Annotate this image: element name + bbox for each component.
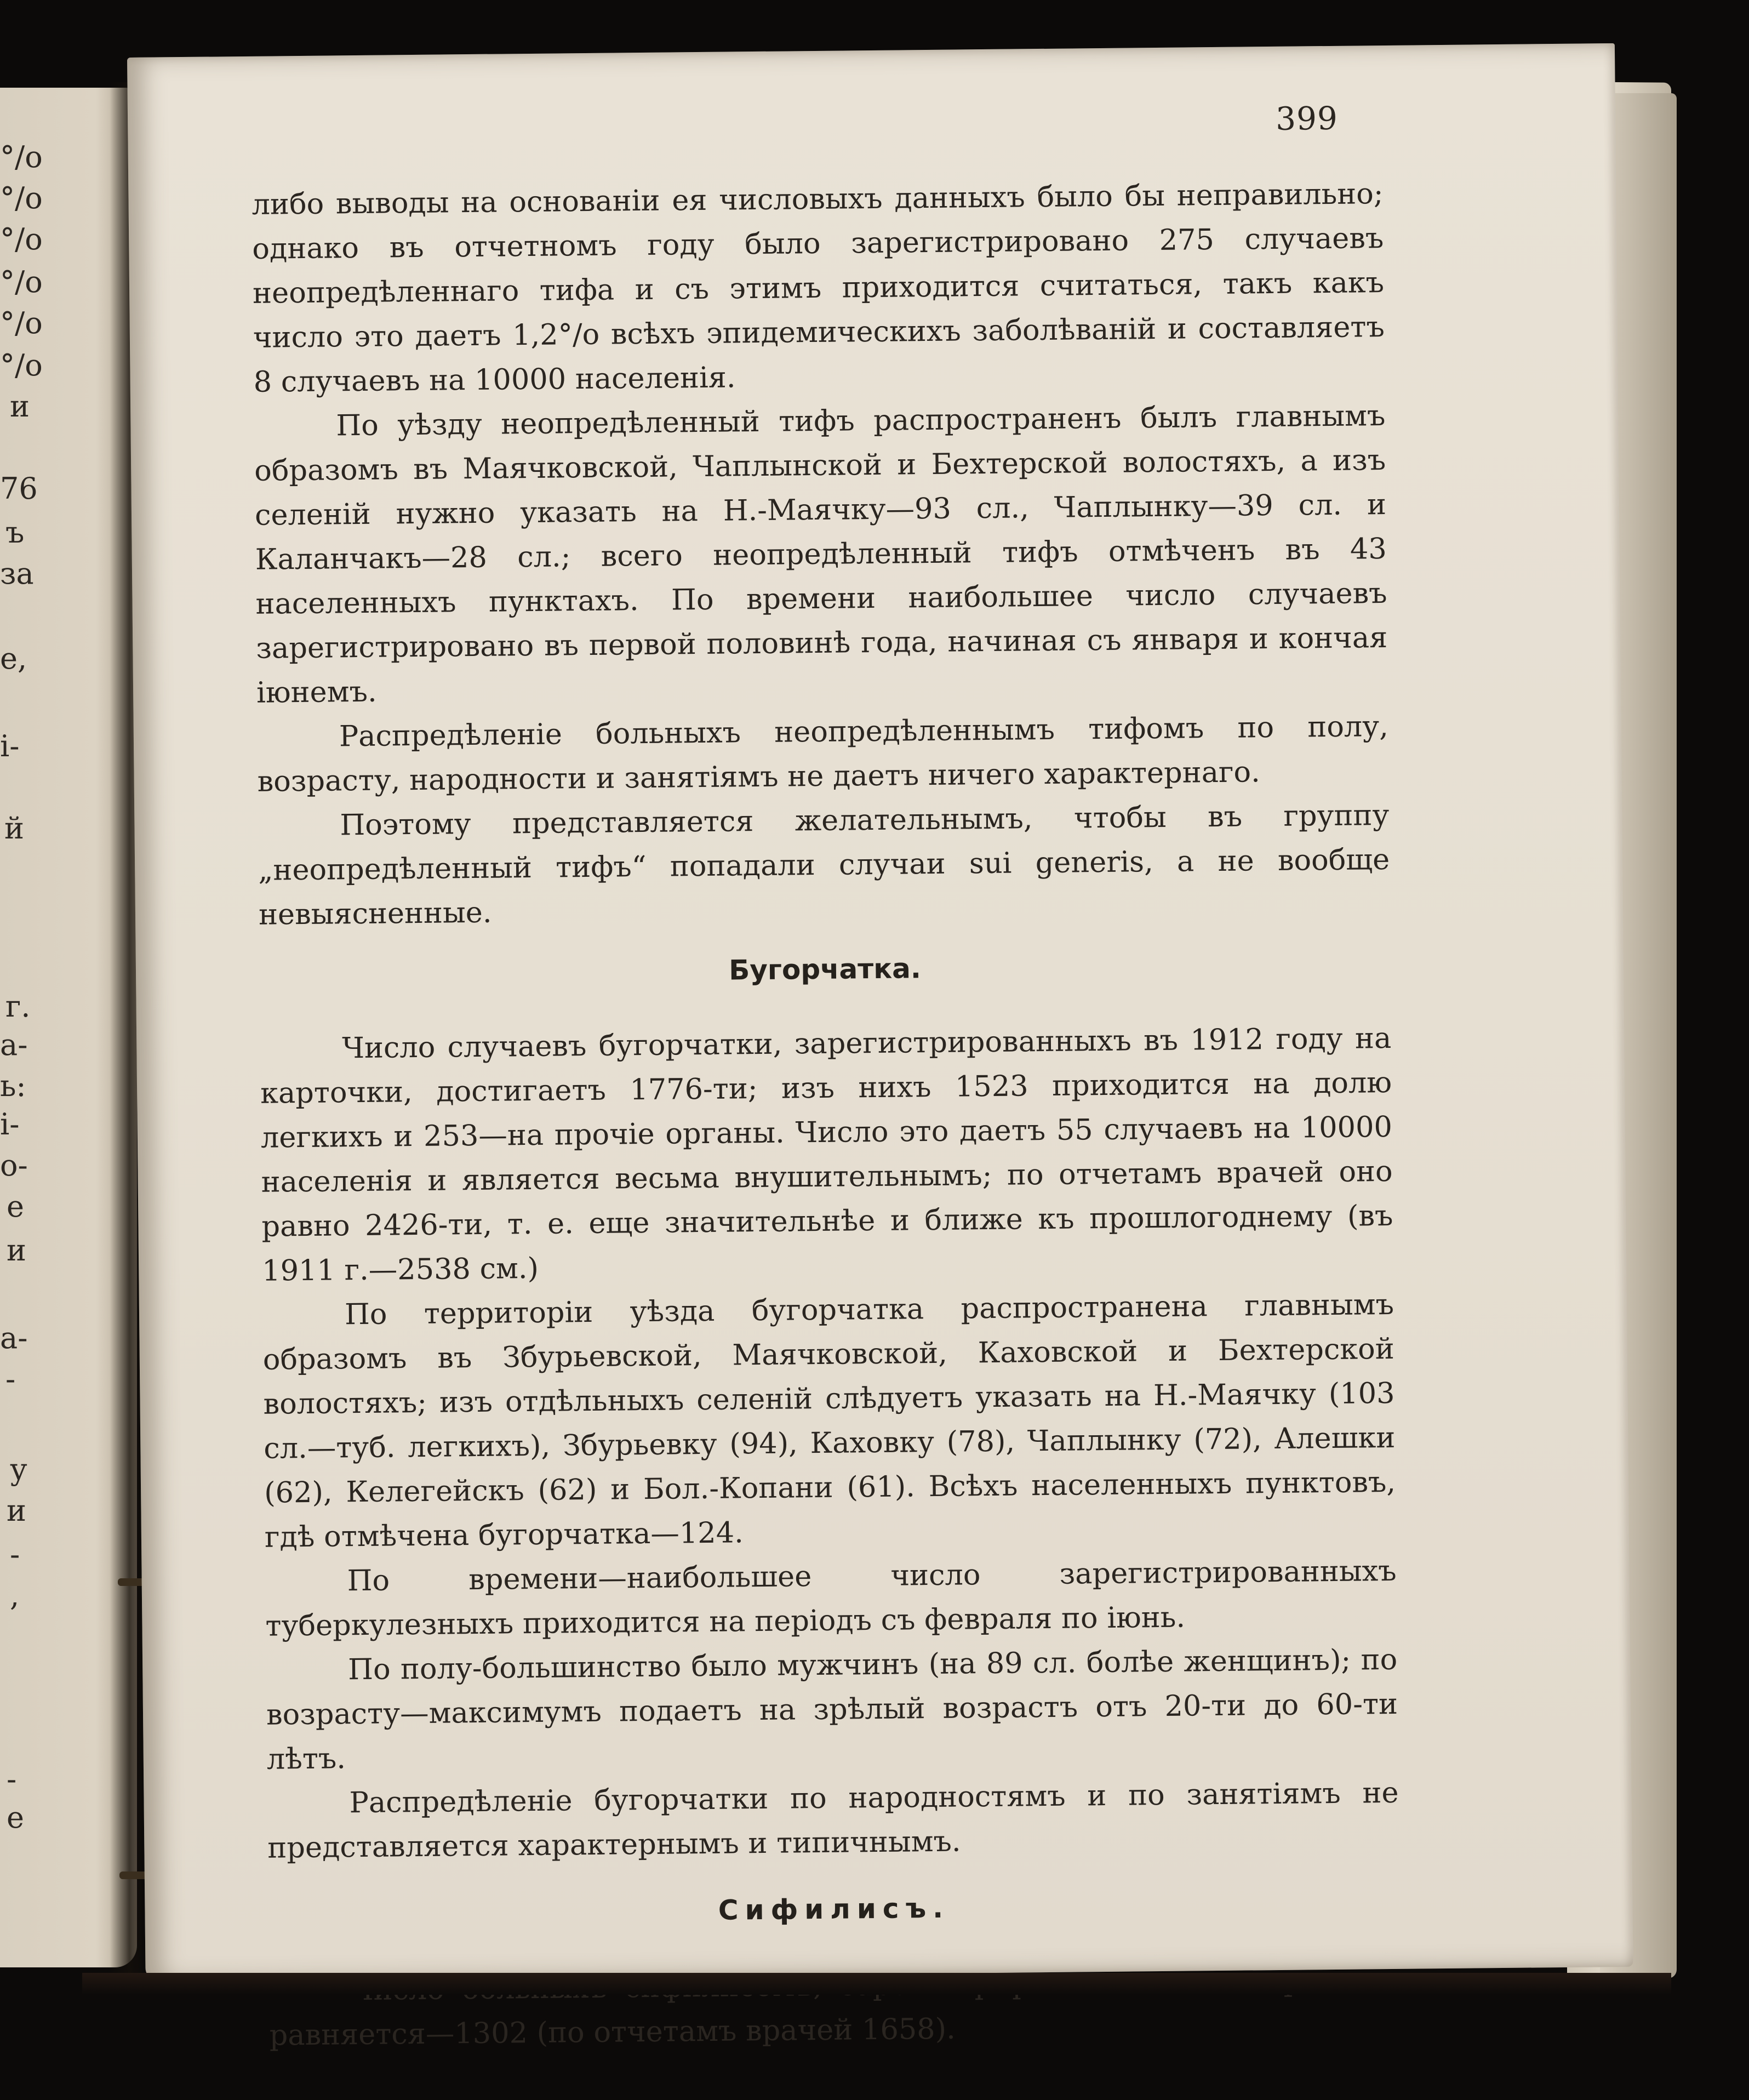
facing-page-text-fragment: - bbox=[10, 1537, 20, 1572]
paragraph: По уѣзду неопредѣленный тифъ распространенъ былъ главнымъ образомъ въ Маячковской, Чаплынской и Бехтерской волостяхъ, а изъ селеній нужно указать на Н.-Маячку—93 сл., Чаплынку—39 сл. и Каланчакъ—28 сл.; всего неопредѣленный тифъ отмѣченъ въ 43 населенныхъ пунктахъ. По времени наибольшее число случаевъ зарегистрировано въ первой половинѣ года, начиная съ января и кончая іюнемъ. bbox=[254, 398, 1388, 710]
facing-page-text-fragment: е bbox=[7, 1800, 24, 1835]
paragraph: либо выводы на основаніи ея числовыхъ данныхъ было бы неправильно; однако въ отчетномъ году было зарегистрировано 275 случаевъ неопредѣленнаго тифа и съ этимъ приходится считаться, такъ какъ число это даетъ 1,2°/o всѣхъ эпидемическихъ заболѣваній и составляетъ 8 случаевъ на 10000 населенія. bbox=[252, 177, 1385, 399]
paragraph: По полу-большинство было мужчинъ (на 89 сл. болѣе женщинъ); по возрасту—максимумъ подаетъ на зрѣлый возрастъ отъ 20-ти до 60-ти лѣтъ. bbox=[266, 1642, 1398, 1776]
paragraph: равняется—1302 (по отчетамъ врачей 1658). bbox=[269, 2012, 956, 2052]
facing-page-text-fragment: е bbox=[7, 1189, 24, 1224]
facing-page-text-fragment: й bbox=[4, 811, 24, 846]
page-number: 399 bbox=[1275, 99, 1339, 138]
facing-page-text-fragment: за bbox=[0, 556, 34, 591]
facing-page-text-fragment: - bbox=[5, 1362, 16, 1396]
facing-page-text-fragment: °/o bbox=[0, 140, 43, 174]
paragraph: По территоріи уѣзда бугорчатка распространена главнымъ образомъ въ Збурьевской, Маячковской, Каховской и Бехтерской волостяхъ; изъ отдѣльныхъ селеній слѣдуетъ указать на Н.-Маячку (103 сл.—туб. легкихъ), Збурьевку (94), Каховку (78), Чаплынку (72), Алешки (62), Келегейскъ (62) и Бол.-Копани (61). Всѣхъ населенныхъ пунктовъ, гдѣ отмѣчена бугорчатка—124. bbox=[262, 1287, 1396, 1554]
facing-page-text-fragment: и bbox=[10, 389, 30, 424]
facing-page-text-fragment: °/o bbox=[0, 348, 43, 383]
facing-page-text-fragment: ь: bbox=[0, 1069, 26, 1103]
facing-page-text-fragment: °/o bbox=[0, 222, 43, 256]
book-page bbox=[127, 43, 1633, 2052]
paragraph: По времени—наибольшее число зарегистрированныхъ туберкулезныхъ приходится на періодъ съ февраля по іюнь. bbox=[265, 1554, 1397, 1643]
facing-page-text-fragment: ъ bbox=[5, 515, 25, 550]
section-heading-syphilis: Сифилисъ. bbox=[718, 1892, 950, 1926]
facing-page-text-fragment: і- bbox=[0, 1107, 20, 1142]
facing-page-text-fragment: у bbox=[10, 1452, 27, 1487]
facing-page-text-fragment: - bbox=[7, 1762, 17, 1796]
paragraph: Распредѣленіе больныхъ неопредѣленнымъ тифомъ по полу, возрасту, народности и занятіямъ не даетъ ничего характернаго. bbox=[257, 709, 1389, 798]
facing-page-text-fragment: е, bbox=[0, 641, 27, 676]
facing-page-text-fragment: °/o bbox=[0, 265, 43, 299]
facing-page-text-fragment: °/o bbox=[0, 181, 43, 215]
paragraph: Число случаевъ бугорчатки, зарегистрированныхъ въ 1912 году на карточки, достигаетъ 1776-ти; изъ нихъ 1523 приходится на долю легкихъ и 253—на прочіе органы. Число это даетъ 55 случаевъ на 10000 населенія и является весьма внушительнымъ; по отчетамъ врачей оно равно 2426-ти, т. е. еще значительнѣе и ближе къ прошлогоднему (въ 1911 г.—2538 см.) bbox=[260, 1021, 1393, 1288]
facing-page-text-fragment: і- bbox=[0, 729, 20, 763]
facing-page-text-fragment: и bbox=[7, 1493, 26, 1528]
facing-page-text-fragment: о- bbox=[0, 1148, 28, 1183]
facing-page-text-fragment: а- bbox=[0, 1028, 28, 1062]
facing-page-text-fragment: , bbox=[10, 1578, 20, 1613]
paragraph: Поэтому представляется желательнымъ, чтобы въ группу „неопредѣленный тифъ“ попадали случаи sui generis, а не вообще невыясненные. bbox=[258, 798, 1390, 932]
facing-page-text-fragment: а- bbox=[0, 1321, 28, 1355]
facing-page-text-fragment: 76 bbox=[0, 471, 38, 506]
page-text bbox=[252, 172, 1401, 2058]
facing-page-text-fragment: и bbox=[7, 1233, 26, 1268]
facing-page-text-fragment: °/o bbox=[0, 306, 43, 340]
facing-page-text-fragment: г. bbox=[5, 989, 31, 1024]
paragraph: Распредѣленіе бугорчатки по народностямъ и по занятіямъ не представляется характернымъ и типичнымъ. bbox=[267, 1776, 1399, 1865]
book-bottom-edge bbox=[82, 1973, 1671, 1995]
section-tuberculosis bbox=[260, 1016, 1399, 1870]
section-typhus-continued bbox=[252, 172, 1390, 937]
section-heading-tuberculosis: Бугорчатка. bbox=[728, 952, 922, 986]
